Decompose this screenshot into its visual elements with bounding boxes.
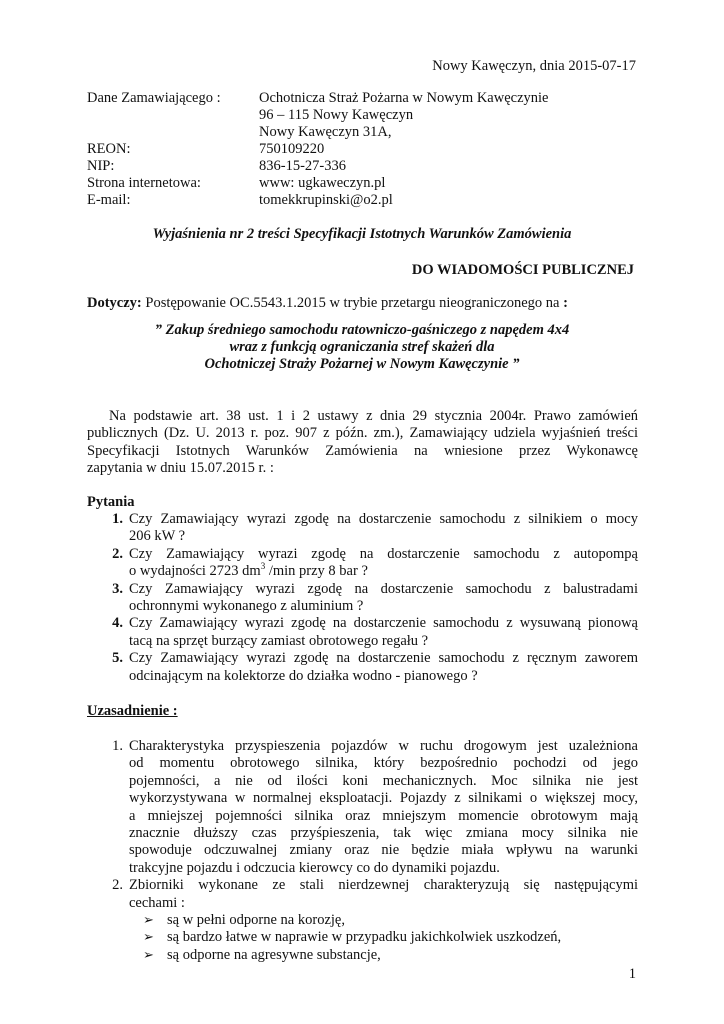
justification-line: od momentu obrotowego silnika, który bezpośrednio pochodzi od jego — [129, 755, 638, 772]
questions-heading: Pytania — [87, 494, 135, 510]
dotyczy-line — [87, 295, 568, 312]
question-line: Czy Zamawiający wyrazi zgodę na dostarczenie samochodu z ręcznym zaworem — [129, 650, 638, 667]
dotyczy-label: Dotyczy: — [87, 295, 142, 311]
page-number: 1 — [628, 966, 636, 982]
question-item — [112, 650, 638, 685]
question-number: 5. — [112, 650, 123, 667]
justification-line: cechami : — [129, 894, 185, 911]
arrow-bullet-icon: ➢ — [143, 913, 154, 929]
justification-line: wykorzystywana w normalnej eksploatacji. Pojazdy z silnikami o większej mocy, — [129, 790, 638, 807]
document-title: Wyjaśnienia nr 2 treści Specyfikacji Istotnych Warunków Zamówienia — [152, 226, 572, 242]
arrow-bullet-icon: ➢ — [143, 930, 154, 946]
subject-line-1: ” Zakup średniego samochodu ratowniczo-gaśniczego z napędem 4x4 — [154, 322, 570, 338]
question-line: ochronnymi wykonanego z aluminium ? — [129, 598, 364, 615]
arrow-bullet-icon: ➢ — [143, 947, 154, 963]
subject-line-3: Ochotniczej Straży Pożarnej w Nowym Kawęczynie ” — [204, 356, 520, 372]
justification-line: pojemności, a nie od ilości koni mechanicznych. Moc silnika nie jest — [129, 772, 638, 789]
bullet-text: są bardzo łatwe w naprawie w przypadku jakichkolwiek uszkodzeń, — [167, 929, 562, 946]
question-text: /min przy 8 bar ? — [265, 563, 368, 580]
public-notice: DO WIADOMOŚCI PUBLICZNEJ — [411, 262, 634, 278]
question-text: o wydajności 2723 dm — [129, 563, 261, 580]
justification-number: 2. — [112, 877, 123, 894]
bullet-item — [129, 912, 638, 929]
question-item — [112, 545, 638, 581]
intro-line: zapytania w dniu 15.07.2015 r. : — [87, 460, 274, 477]
place-date: Nowy Kawęczyn, dnia 2015-07-17 — [432, 58, 636, 74]
question-line: tacą na sprzęt burzący zamiast obrotowego regału ? — [129, 632, 429, 649]
justification-number: 1. — [112, 738, 123, 754]
justification-line: znacznie dłuższy czas przyśpieszenia, tak więc zmiana mocy silnika nie — [129, 825, 638, 842]
justification-item — [112, 738, 638, 877]
intro-line: publicznych (Dz. U. 2013 r. poz. 907 z późn. zm.), Zamawiający udziela wyjaśnień treści — [87, 425, 638, 442]
email-value: tomekkrupinski@o2.pl — [259, 192, 393, 208]
superscript: 3 — [260, 561, 266, 572]
question-number: 4. — [112, 615, 123, 632]
orderer-address-1: 96 – 115 Nowy Kawęczyn — [259, 107, 414, 123]
question-number: 2. — [112, 545, 123, 562]
label-email: E-mail: — [87, 192, 131, 208]
justification-line: trakcyjne pojazdu i odczucia kierowcy co do dynamiki pojazdu. — [129, 859, 500, 876]
question-line: odcinającym na kolektorze do działka wodno - pianowego ? — [129, 667, 478, 684]
regon-value: 750109220 — [259, 141, 325, 157]
bullet-text: są odporne na agresywne substancje, — [167, 946, 381, 963]
dotyczy-text: Postępowanie OC.5543.1.2015 w trybie przetargu nieograniczonego na — [141, 295, 564, 311]
questions-list — [112, 511, 638, 685]
question-number: 3. — [112, 580, 123, 597]
question-line: Czy Zamawiający wyrazi zgodę na dostarczenie samochodu z silnikiem o mocy — [129, 511, 638, 527]
question-item — [112, 580, 638, 616]
question-line: Czy Zamawiający wyrazi zgodę na dostarczenie samochodu z autopompą — [129, 545, 638, 562]
label-nip: NIP: — [87, 158, 115, 174]
label-website: Strona internetowa: — [87, 175, 201, 191]
nip-value: 836-15-27-336 — [259, 158, 346, 174]
label-dane-zamawiajacego: Dane Zamawiającego : — [87, 90, 221, 106]
uzasadnienie-heading: Uzasadnienie : — [87, 703, 178, 719]
question-number: 1. — [112, 511, 123, 527]
justification-line: a mniejszej pojemności silnika oraz mniejszym momencie obrotowym mają — [129, 807, 638, 824]
intro-paragraph — [87, 408, 638, 478]
question-item — [112, 615, 638, 650]
justification-line: Zbiorniki wykonane ze stali nierdzewnej charakteryzują się następującymi — [129, 877, 638, 894]
dotyczy-colon: : — [563, 295, 568, 311]
justification-item — [112, 877, 638, 964]
subject-line-2: wraz z funkcją ograniczania stref skażeń dla — [229, 339, 495, 355]
question-line: Czy Zamawiający wyrazi zgodę na dostarczenie samochodu z wysuwaną pionową — [129, 615, 638, 632]
orderer-address-2: Nowy Kawęczyn 31A, — [259, 124, 392, 140]
intro-line: Specyfikacji Istotnych Warunków Zamówienia na wniesione przez Wykonawcę — [87, 442, 638, 459]
question-line: 206 kW ? — [129, 528, 186, 545]
label-regon: REON: — [87, 141, 131, 157]
website-value: www: ugkaweczyn.pl — [259, 175, 386, 191]
bullet-text: są w pełni odporne na korozję, — [167, 912, 345, 929]
question-item — [112, 511, 638, 546]
justification-line: spowoduje odczuwalnej zmiany oraz nie będzie miała wpływu na warunki — [129, 842, 638, 859]
bullet-item — [129, 947, 638, 964]
justification-line: Charakterystyka przyspieszenia pojazdów w ruchu drogowym jest uzależniona — [129, 738, 638, 754]
question-line — [129, 563, 638, 580]
orderer-name: Ochotnicza Straż Pożarna w Nowym Kawęczynie — [259, 90, 549, 106]
bullet-item — [129, 929, 638, 946]
question-line: Czy Zamawiający wyrazi zgodę na dostarczenie samochodu z balustradami — [129, 580, 638, 597]
intro-line: Na podstawie art. 38 ust. 1 i 2 ustawy z dnia 29 stycznia 2004r. Prawo zamówień — [109, 408, 638, 424]
justification-list — [112, 738, 638, 964]
